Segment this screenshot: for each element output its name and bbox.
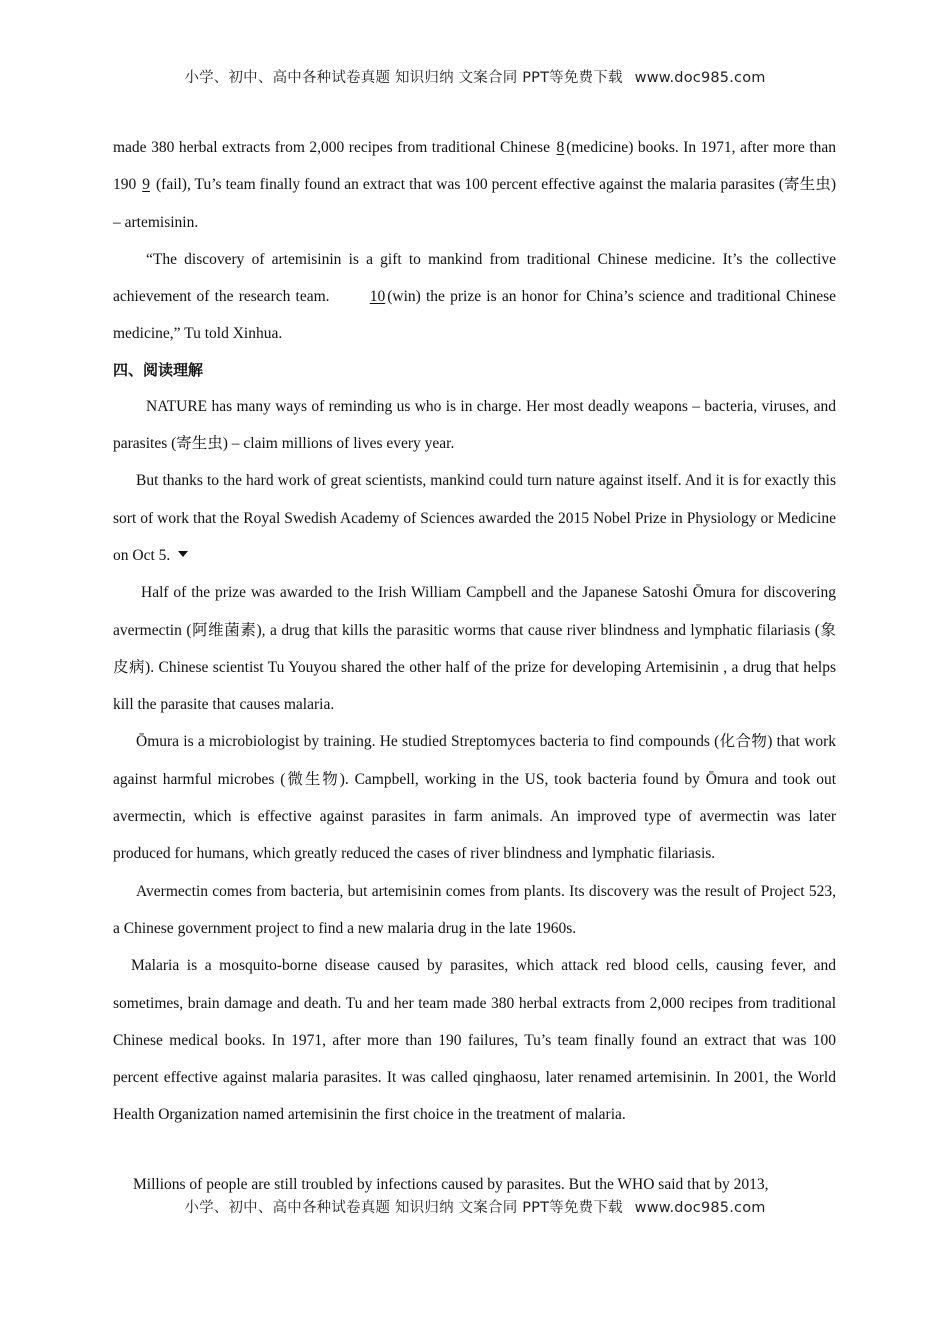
cloze-text: made 380 herbal extracts from 2,000 recipes from traditional Chinese	[113, 139, 555, 156]
section-heading: 四、阅读理解	[113, 360, 204, 379]
reading-paragraph-2	[113, 462, 836, 574]
document-body	[113, 129, 836, 1134]
cloze-text: “The discovery of artemisinin is a gift to mankind from traditional Chinese medicine. It’s the collective achievement of the research team.	[113, 250, 836, 306]
blank-number: 8	[556, 139, 565, 156]
cloze-text: (medicine) books. In 1971, after more than 190	[113, 139, 837, 194]
blank-number: 10	[369, 288, 386, 306]
dropdown-caret-icon[interactable]	[178, 551, 188, 557]
blank-8	[554, 129, 566, 166]
reading-paragraph-1: NATURE has many ways of reminding us who is in charge. Her most deadly weapons – bacteria, viruses, and parasites (寄生虫) – claim millions of lives every year.	[113, 397, 836, 453]
reading-paragraph-4: Ōmura is a microbiologist by training. He studied Streptomyces bacteria to find compounds (化合物) that work against harmful microbes (微生物). Campbell, working in the US, took bacteria found by Ōmura and took out avermectin, which is effective against parasites in farm animals. An improved type of avermectin was later produced for humans, which greatly reduced the cases of river blindness and lymphatic filariasis.	[113, 733, 836, 863]
reading-paragraph-3: Half of the prize was awarded to the Irish William Campbell and the Japanese Satoshi Ōmura for discovering avermectin (阿维菌素), a drug that kills the parasitic worms that cause river blindness and lymphatic filariasis (象皮病). Chinese scientist Tu Youyou shared the other half of the prize for developing Artemisinin , a drug that helps kill the parasite that causes malaria.	[113, 584, 836, 714]
reading-text: But thanks to the hard work of great scientists, mankind could turn nature against itself. And it is for exactly this sort of work that the Royal Swedish Academy of Sciences awarded the 2015 Nobel Prize in Physiology or Medicine on Oct 5.	[113, 472, 836, 564]
blank-9	[140, 166, 152, 203]
reading-paragraph-6: Malaria is a mosquito-borne disease caused by parasites, which attack red blood cells, causing fever, and sometimes, brain damage and death. Tu and her team made 380 herbal extracts from 2,000 recipes from traditional Chinese medical books. In 1971, after more than 190 failures, Tu’s team finally found an extract that was 100 percent effective against malaria parasites. It was called qinghaosu, later renamed artemisinin. In 2001, the World Health Organization named artemisinin the first choice in the treatment of malaria.	[113, 957, 836, 1124]
header-banner-text: 小学、初中、高中各种试卷真题 知识归纳 文案合同 PPT等免费下载	[184, 70, 623, 86]
cloze-paragraph-2	[113, 241, 836, 353]
reading-paragraph-7: Millions of people are still troubled by infections caused by parasites. But the WHO said that by 2013,	[133, 1176, 769, 1193]
footer-banner-text: 小学、初中、高中各种试卷真题 知识归纳 文案合同 PPT等免费下载	[184, 1200, 623, 1216]
reading-paragraph-5: Avermectin comes from bacteria, but artemisinin comes from plants. Its discovery was the result of Project 523, a Chinese government project to find a new malaria drug in the late 1960s.	[113, 882, 836, 937]
footer-banner-url[interactable]: www.doc985.com	[634, 1200, 766, 1216]
blank-number: 9	[142, 176, 150, 194]
cloze-text: (fail), Tu’s team finally found an extract that was 100 percent effective against the malaria parasites (寄生虫) – artemisinin.	[113, 176, 836, 231]
header-banner	[0, 66, 950, 87]
cloze-paragraph-1	[113, 129, 836, 241]
blank-10	[335, 278, 388, 315]
cloze-text: (win) the prize is an honor for China’s science and traditional Chinese medicine,” Tu told Xinhua.	[113, 288, 836, 343]
header-banner-url[interactable]: www.doc985.com	[634, 70, 766, 86]
footer-banner	[0, 1196, 950, 1217]
